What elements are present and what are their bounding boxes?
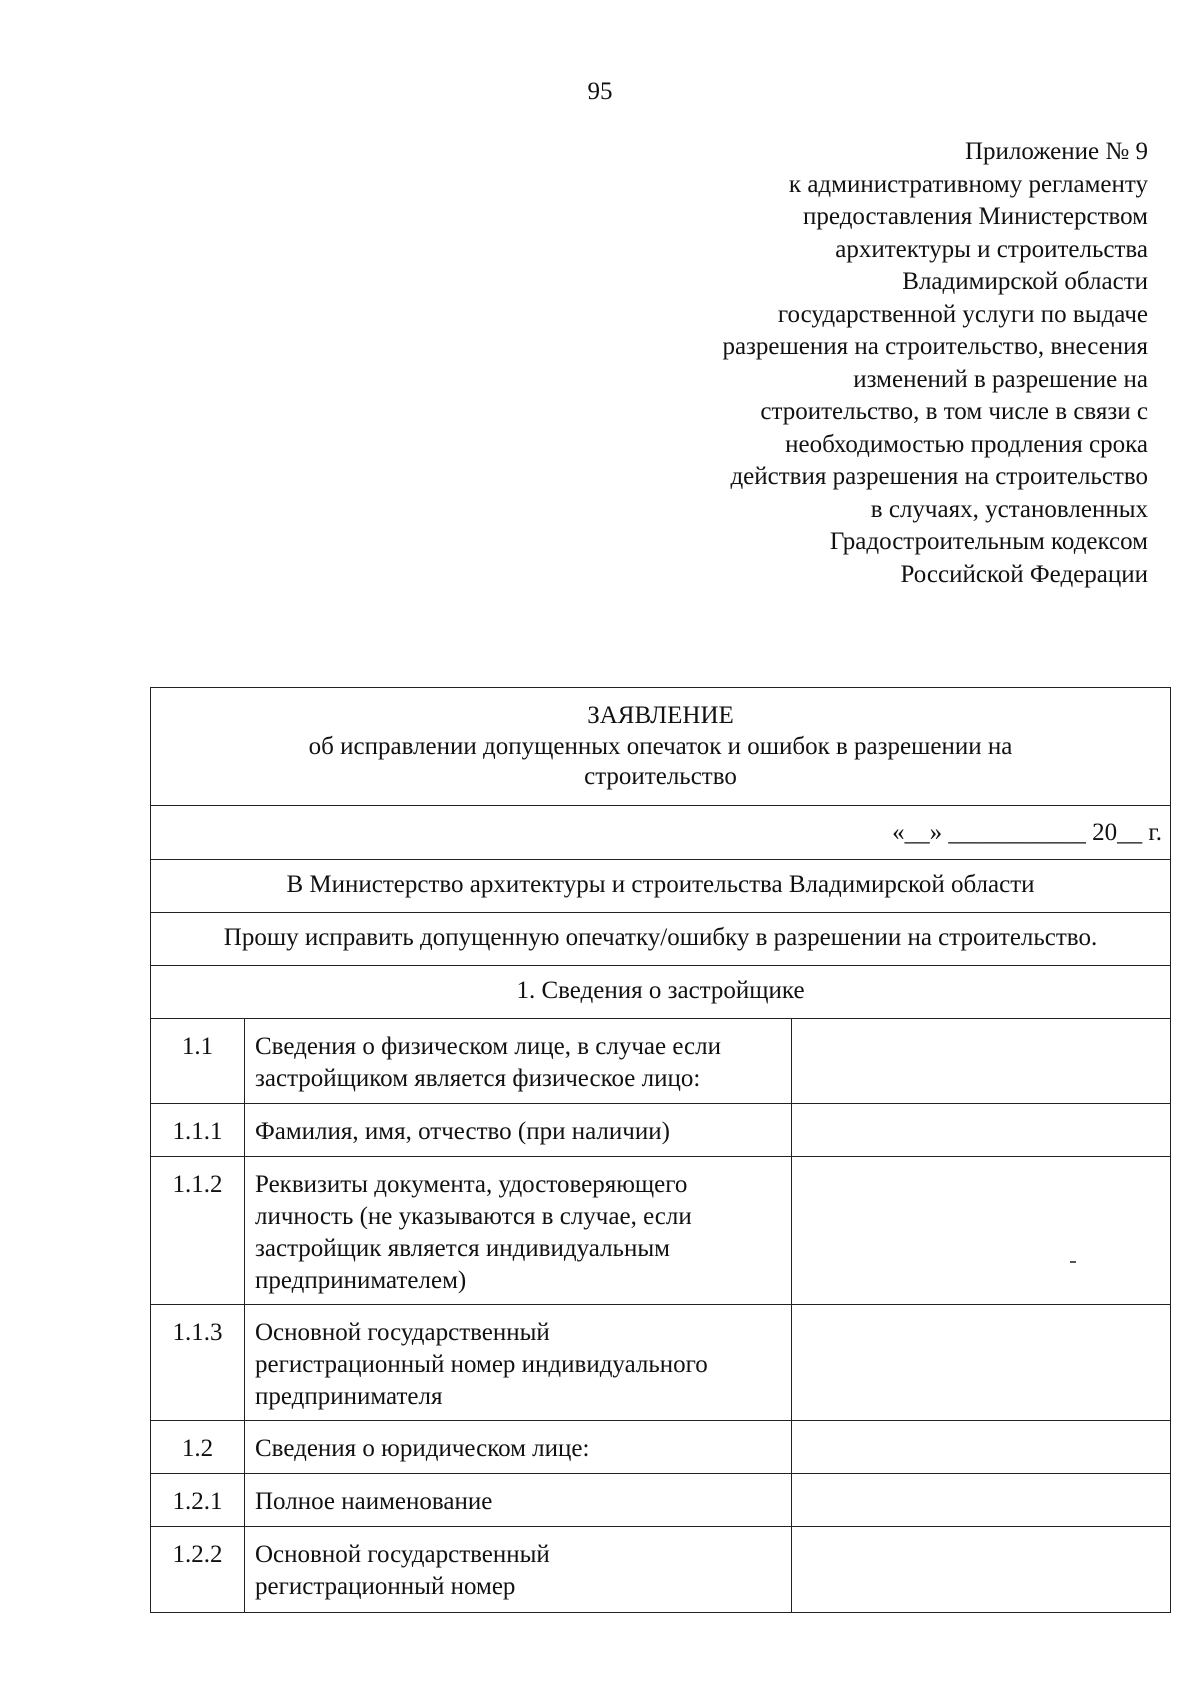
row-label-line: Сведения о юридическом лице: [255, 1435, 590, 1462]
date-line: «__» ___________ 20__ г. [892, 819, 1162, 846]
table-row [151, 1474, 1171, 1527]
row-label-cell [245, 1104, 792, 1157]
form-title: ЗАЯВЛЕНИЕ [587, 702, 734, 729]
row-number: 1.1 [181, 1033, 214, 1060]
row-label-line: застройщик является индивидуальным [255, 1235, 670, 1262]
appendix-line: Приложение № 9 [964, 138, 1148, 165]
row-number: 1.1.1 [172, 1118, 223, 1145]
row-label-line: Полное наименование [255, 1488, 493, 1515]
table-row [151, 1104, 1171, 1157]
appendix-line: архитектуры и строительства [835, 235, 1148, 263]
request-text: Прошу исправить допущенную опечатку/ошибку в разрешении на строительство. [223, 924, 1098, 951]
row-label-cell [245, 1474, 792, 1527]
row-label-cell [245, 1019, 792, 1104]
appendix-line: государственной услуги по выдаче [777, 300, 1148, 328]
row-value-field[interactable] [792, 1104, 1171, 1157]
application-form-table [150, 687, 1171, 1613]
section-header-cell [151, 966, 1171, 1019]
table-row [151, 1157, 1171, 1305]
row-value-field[interactable] [792, 1421, 1171, 1474]
request-cell [151, 913, 1171, 966]
row-label-cell [245, 1157, 792, 1305]
row-number-cell [151, 1527, 245, 1613]
row-label-line: Реквизиты документа, удостоверяющего [255, 1171, 688, 1198]
appendix-line: Российской Федерации [900, 560, 1148, 588]
row-label-line: Основной государственный [255, 1319, 550, 1346]
row-number: 1.2.2 [172, 1541, 223, 1568]
row-label-line: Сведения о физическом лице, в случае если [255, 1033, 722, 1060]
row-label-line: предпринимателем) [255, 1267, 467, 1294]
request-row [151, 913, 1171, 966]
row-label-cell [245, 1305, 792, 1421]
row-label-line: застройщиком является физическое лицо: [255, 1065, 701, 1092]
row-value-field[interactable] [792, 1305, 1171, 1421]
row-value-field[interactable] [792, 1019, 1171, 1104]
form-subtitle-line: об исправлении допущенных опечаток и ошибок в разрешении на [308, 733, 1013, 760]
row-value-field[interactable] [792, 1157, 1171, 1305]
appendix-line: к административному регламенту [788, 170, 1148, 198]
appendix-line: предоставления Министерством [803, 203, 1148, 230]
appendix-line: разрешения на строительство, внесения [722, 333, 1148, 360]
row-number: 1.1.2 [172, 1171, 223, 1198]
row-number: 1.2 [181, 1435, 214, 1462]
appendix-line: Градостроительным кодексом [829, 528, 1148, 555]
row-number-cell [151, 1421, 245, 1474]
row-label-line: личность (не указываются в случае, если [255, 1203, 692, 1230]
form-title-cell [151, 688, 1171, 806]
row-label-line: регистрационный номер индивидуального [255, 1351, 708, 1378]
addressee-cell [151, 860, 1171, 913]
row-value-field[interactable] [792, 1474, 1171, 1527]
section-header-row [151, 966, 1171, 1019]
row-number-cell [151, 1474, 245, 1527]
table-row [151, 1421, 1171, 1474]
appendix-line: необходимостью продления срока [785, 430, 1148, 458]
row-number-cell [151, 1019, 245, 1104]
addressee-text: В Министерство архитектуры и строительства Владимирской области [286, 871, 1035, 898]
row-label-cell [245, 1527, 792, 1613]
row-label-line: Основной государственный [255, 1541, 550, 1568]
date-row [151, 806, 1171, 860]
form-subtitle-line: строительство [584, 763, 737, 790]
appendix-line: в случаях, установленных [870, 495, 1148, 523]
row-label-line: предпринимателя [255, 1383, 443, 1410]
appendix-line: изменений в разрешение на [853, 365, 1148, 393]
table-row [151, 1527, 1171, 1613]
table-row [151, 1305, 1171, 1421]
date-field[interactable] [151, 806, 1171, 860]
row-number: 1.1.3 [172, 1319, 223, 1346]
row-number-cell [151, 1305, 245, 1421]
section-title: 1. Сведения о застройщике [516, 977, 805, 1004]
page-number: 95 [587, 78, 613, 105]
row-number-cell [151, 1104, 245, 1157]
row-number-cell [151, 1157, 245, 1305]
appendix-header [588, 136, 1148, 591]
row-label-line: Фамилия, имя, отчество (при наличии) [255, 1118, 670, 1145]
addressee-row [151, 860, 1171, 913]
row-number: 1.2.1 [172, 1488, 223, 1515]
appendix-line: строительство, в том числе в связи с [760, 398, 1148, 425]
row-label-cell [245, 1421, 792, 1474]
row-value-field[interactable] [792, 1527, 1171, 1613]
row-label-line: регистрационный номер [255, 1573, 516, 1600]
scan-mark [1070, 1261, 1076, 1263]
table-row [151, 1019, 1171, 1104]
appendix-line: Владимирской области [902, 268, 1148, 295]
form-title-row [151, 688, 1171, 806]
appendix-line: действия разрешения на строительство [730, 463, 1148, 490]
